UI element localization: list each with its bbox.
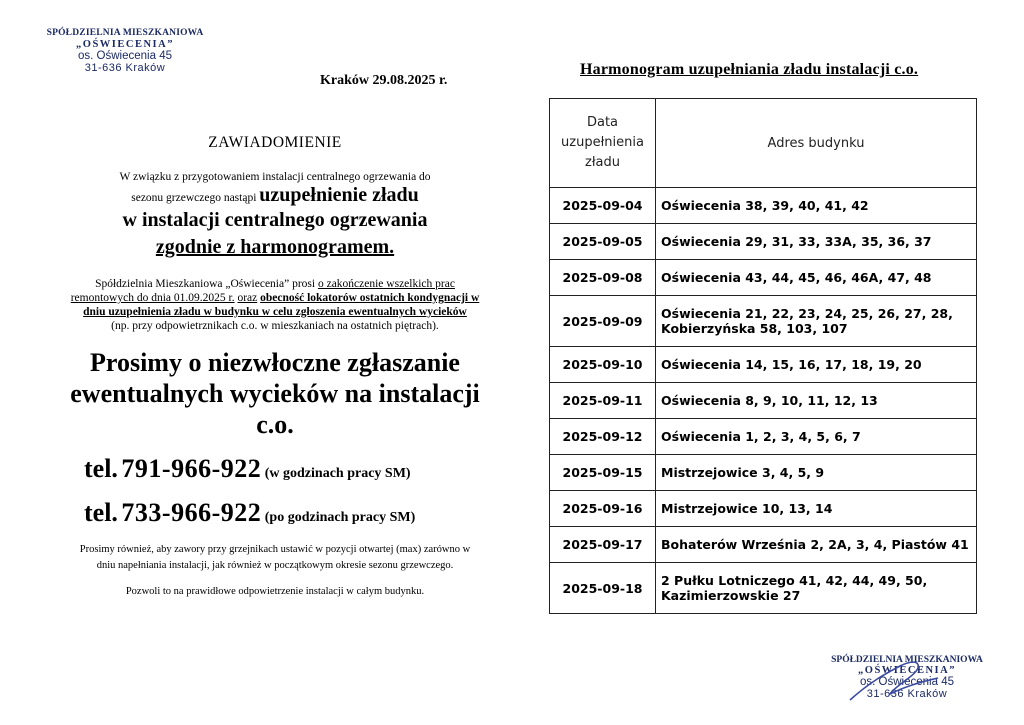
notice-intro [70,168,480,207]
request-part-2: o zakończenie wszelkich prac remontowych do dnia 01.09.2025 r. [70,278,455,304]
row-date: 2025-09-05 [550,224,656,260]
stamp-bottom-line-4: 31-636 Kraków [866,688,948,700]
notice-bleed: Pozwoli to na prawidłowe odpowietrzenie instalacji w całym budynku. [125,586,425,597]
row-address: Mistrzejowice 10, 13, 14 [656,491,977,527]
phone-1-prefix: tel. [84,454,118,483]
column-header-address: Adres budynku [656,99,977,188]
row-address: Oświecenia 38, 39, 40, 41, 42 [656,188,977,224]
phone-2-prefix: tel. [84,498,118,527]
stamp-line-4: 31-636 Kraków [84,62,166,74]
row-address: Mistrzejowice 3, 4, 5, 9 [656,455,977,491]
table-row [550,491,977,527]
notice-plea: Prosimy o niezwłoczne zgłaszanie ewentualnych wycieków na instalacji c.o. [70,348,480,439]
notice-headline-3: zgodnie z harmonogramem. [155,236,395,258]
table-row [550,455,977,491]
phone-1-number: 791-966-922 [121,454,262,483]
row-date: 2025-09-18 [550,563,656,614]
row-date: 2025-09-12 [550,419,656,455]
row-address: Oświecenia 8, 9, 10, 11, 12, 13 [656,383,977,419]
row-address: Oświecenia 14, 15, 16, 17, 18, 19, 20 [656,347,977,383]
phone-line-1 [70,454,480,484]
row-address: Oświecenia 29, 31, 33, 33A, 35, 36, 37 [656,224,977,260]
table-row [550,383,977,419]
notice [70,134,480,597]
stamp-top [40,28,210,74]
stamp-bottom-line-1: SPÓŁDZIELNIA MIESZKANIOWA [831,655,983,665]
notice-valves: Prosimy również, aby zawory przy grzejnikach ustawić w pozycji otwartej (max) zarówno w dniu napełniania instalacji, jak również w początkowym okresie sezonu grzewczego. [79,544,471,571]
schedule-table [549,98,977,614]
stamp-line-1: SPÓŁDZIELNIA MIESZKANIOWA [46,28,204,38]
table-row [550,527,977,563]
notice-headline-1: uzupełnienie zładu [259,184,419,206]
phone-2-note: (po godzinach pracy SM) [264,510,416,525]
notice-request [70,277,480,333]
column-header-date: Data uzupełnienia zładu [550,99,656,188]
row-address: Oświecenia 21, 22, 23, 24, 25, 26, 27, 28, Kobierzyńska 58, 103, 107 [656,296,977,347]
phone-1-note: (w godzinach pracy SM) [264,466,411,481]
row-date: 2025-09-09 [550,296,656,347]
phone-line-2 [70,498,480,528]
table-row [550,224,977,260]
table-row [550,296,977,347]
intro-line-1: W związku z przygotowaniem instalacji centralnego ogrzewania do [119,171,431,183]
row-date: 2025-09-10 [550,347,656,383]
stamp-bottom-line-2: „OŚWIECENIA” [858,665,956,676]
row-date: 2025-09-11 [550,383,656,419]
phone-2-number: 733-966-922 [121,498,262,527]
intro-line-2: sezonu grzewczego nastąpi [131,192,257,204]
row-address: Oświecenia 1, 2, 3, 4, 5, 6, 7 [656,419,977,455]
table-row [550,419,977,455]
request-part-3: oraz [237,292,258,304]
table-row [550,260,977,296]
stamp-line-2: „OŚWIECENIA” [76,39,174,50]
row-date: 2025-09-16 [550,491,656,527]
row-address: Bohaterów Września 2, 2A, 3, 4, Piastów 41 [656,527,977,563]
stamp-bottom-line-3: os. Oświecenia 45 [860,676,954,688]
request-part-5: (np. przy odpowietrznikach c.o. w mieszkaniach na ostatnich piętrach). [111,320,439,332]
schedule-title: Harmonogram uzupełniania zładu instalacji c.o. [580,61,919,78]
request-part-1: Spółdzielnia Mieszkaniowa „Oświecenia” prosi [95,278,316,290]
notice-title: ZAWIADOMIENIE [208,134,342,151]
table-row [550,563,977,614]
stamp-line-3: os. Oświecenia 45 [78,50,172,62]
row-date: 2025-09-15 [550,455,656,491]
row-address: Oświecenia 43, 44, 45, 46, 46A, 47, 48 [656,260,977,296]
signature-icon [840,652,950,712]
row-date: 2025-09-08 [550,260,656,296]
table-row [550,347,977,383]
table-row [550,188,977,224]
request-part-4: obecność lokatorów ostatnich kondygnacji w dniu uzupełnienia zładu w budynku w celu zgłoszenia ewentualnych wycieków [83,292,480,318]
row-date: 2025-09-04 [550,188,656,224]
row-address: 2 Pułku Lotniczego 41, 42, 44, 49, 50, Kazimierzowskie 27 [656,563,977,614]
document-date: Kraków 29.08.2025 r. [320,73,448,88]
notice-headline-2: w instalacji centralnego ogrzewania [122,209,428,231]
row-date: 2025-09-17 [550,527,656,563]
